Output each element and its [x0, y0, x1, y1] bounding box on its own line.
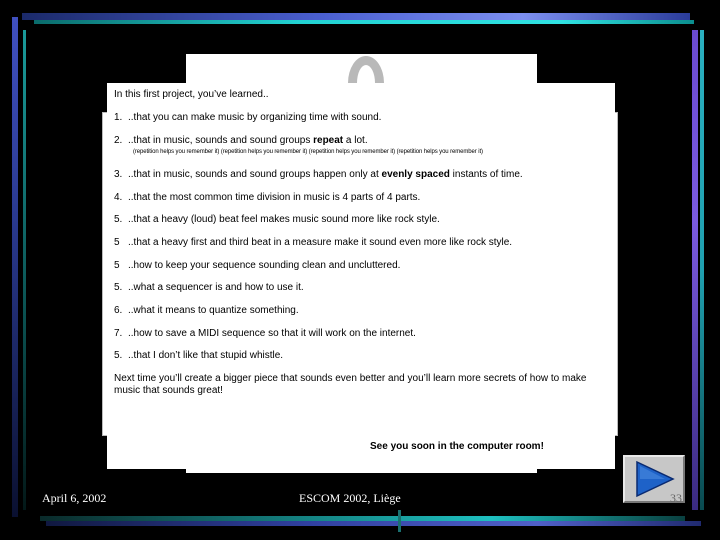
list-item: 5. ..that I don’t like that stupid whistle. [114, 350, 284, 361]
frame-bar-top-accent [34, 20, 694, 24]
item-number: 7. [114, 328, 123, 339]
list-item: 5 ..how to keep your sequence sounding clean and uncluttered. [114, 260, 401, 271]
item-number: 5. [114, 350, 123, 361]
frame-bar-bottom-accent [46, 521, 701, 526]
list-item: 7. ..how to save a MIDI sequence so that it will work on the internet. [114, 328, 416, 339]
page-number: 33 [670, 491, 682, 505]
list-item: 5. ..that a heavy (loud) beat feel makes music sound more like rock style. [114, 214, 440, 225]
list-item: 3. ..that in music, sounds and sound groups happen only at evenly spaced instants of time. [114, 169, 523, 180]
background-graphic [344, 46, 398, 86]
frame-bar-left-accent [23, 30, 26, 510]
frame-bar-right [692, 30, 698, 510]
list-item: 4. ..that the most common time division in music is 4 parts of 4 parts. [114, 192, 421, 203]
list-item: 5 ..that a heavy first and third beat in a measure make it sound even more like rock style. [114, 237, 513, 248]
intro-text: In this first project, you’ve learned.. [114, 89, 269, 100]
footer-conference: ESCOM 2002, Liège [299, 491, 401, 505]
closing-text: Next time you’ll create a bigger piece that sounds even better and you’ll learn more secrets of how to make music that sounds great! [114, 373, 587, 396]
item-number: 5 [114, 237, 120, 248]
list-item: 2. ..that in music, sounds and sound groups repeat a lot. [114, 135, 368, 146]
item-number: 2. [114, 135, 123, 146]
signoff-text: See you soon in the computer room! [370, 441, 544, 452]
item-number: 1. [114, 112, 123, 123]
summary-card [107, 83, 615, 469]
frame-bar-left [12, 17, 18, 517]
list-item: 1. ..that you can make music by organizing time with sound. [114, 112, 382, 123]
item-number: 3. [114, 169, 123, 180]
frame-divider [398, 510, 401, 532]
play-arrow-icon [635, 460, 675, 498]
list-item: 6. ..what it means to quantize something. [114, 305, 299, 316]
item-number: 5 [114, 260, 120, 271]
repetition-note: (repetition helps you remember it) (repetition helps you remember it) (repetition helps you remember it) (repetition helps you remember it) [133, 149, 483, 155]
item-number: 5. [114, 282, 123, 293]
item-number: 6. [114, 305, 123, 316]
item-number: 5. [114, 214, 123, 225]
frame-bar-top [22, 13, 690, 20]
list-item: 5. ..what a sequencer is and how to use it. [114, 282, 304, 293]
footer-date: April 6, 2002 [42, 491, 107, 505]
item-number: 4. [114, 192, 123, 203]
background-slide-bottom [186, 469, 537, 473]
frame-bar-right-accent [700, 30, 704, 510]
